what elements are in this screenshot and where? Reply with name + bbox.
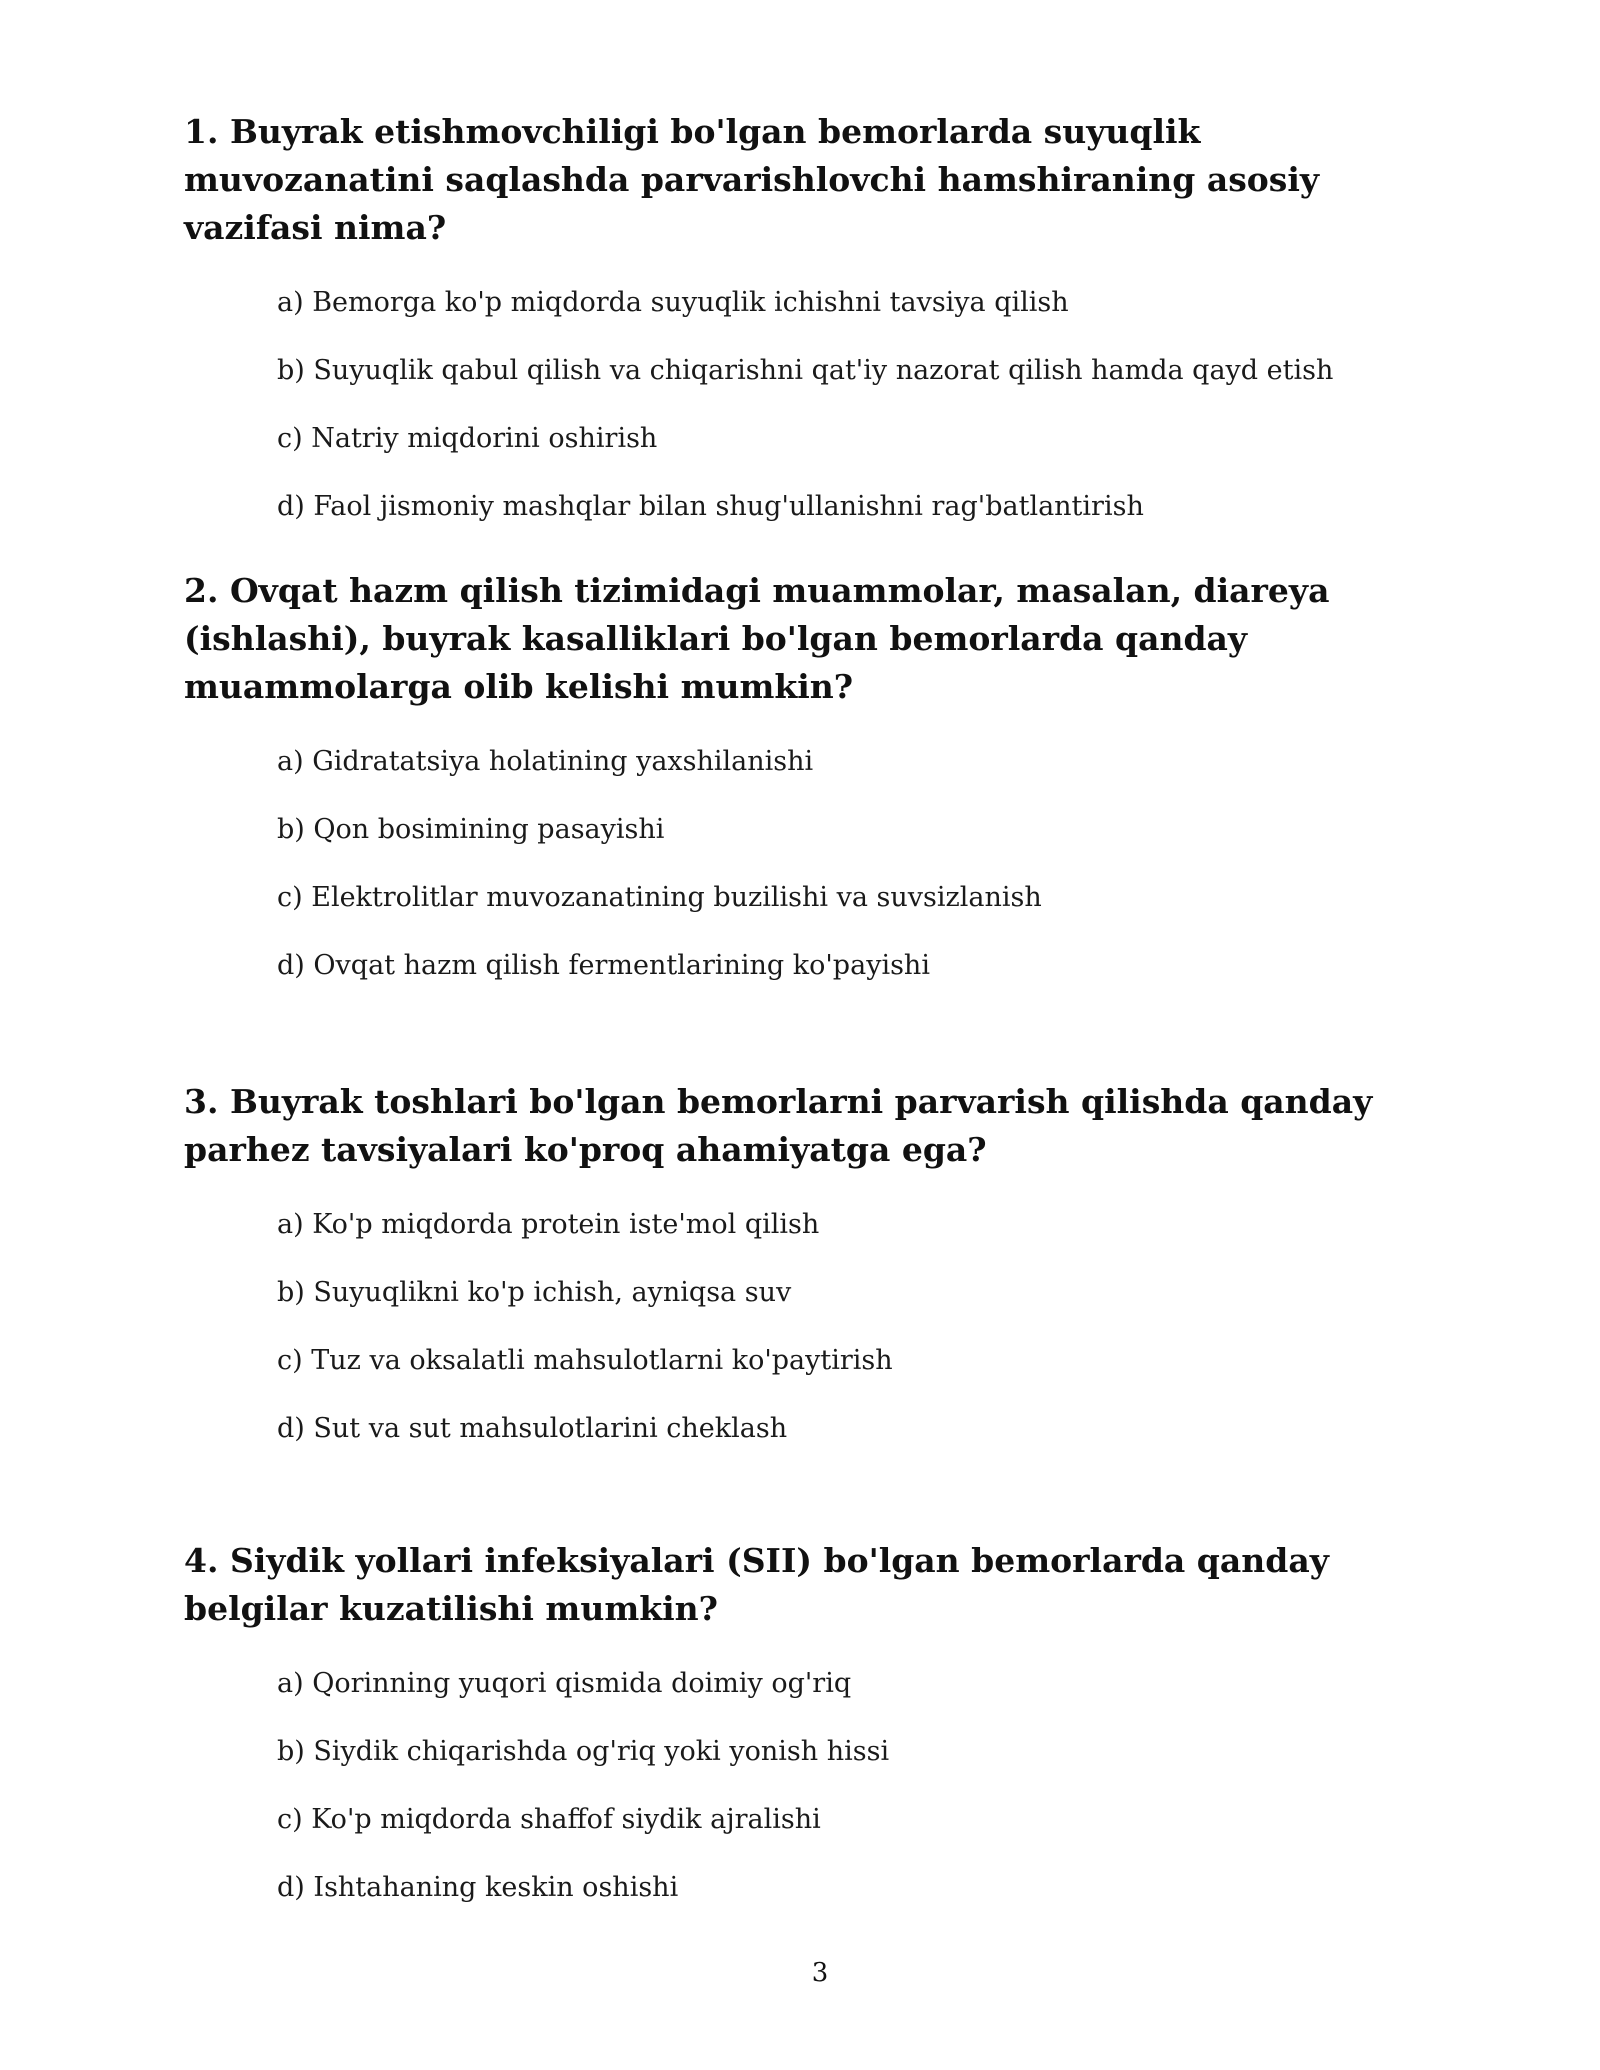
question-title: 4. Siydik yollari infeksiyalari (SII) bo'lgan bemorlarda qanday belgilar kuzatilishi mumkin? [184, 1541, 1329, 1628]
question-title: 1. Buyrak etishmovchiligi bo'lgan bemorlarda suyuqlik muvozanatini saqlashda parvarishlovchi hamshiraning asosiy vazifasi nima? [184, 112, 1320, 247]
page-number: 3 [811, 1958, 829, 1988]
answer-option-a: a) Gidratatsiya holatining yaxshilanishi [277, 746, 814, 777]
answer-option-c: c) Ko'p miqdorda shaffof siydik ajralishi [277, 1804, 821, 1835]
answer-option-b: b) Suyuqlikni ko'p ichish, ayniqsa suv [277, 1277, 792, 1308]
answer-option-b: b) Qon bosimining pasayishi [277, 814, 665, 845]
question-4 [184, 1537, 1434, 1922]
answer-option-a: a) Ko'p miqdorda protein iste'mol qilish [277, 1209, 820, 1240]
answer-option-c: c) Natriy miqdorini oshirish [277, 423, 658, 454]
answer-options [277, 1191, 1434, 1463]
answer-option-b: b) Suyuqlik qabul qilish va chiqarishni qat'iy nazorat qilish hamda qayd etish [277, 355, 1334, 386]
answer-option-d: d) Ishtahaning keskin oshishi [277, 1872, 679, 1903]
question-2 [184, 567, 1434, 1000]
question-title: 2. Ovqat hazm qilish tizimidagi muammolar, masalan, diareya (ishlashi), buyrak kasalliklari bo'lgan bemorlarda qanday muammolarga olib kelishi mumkin? [184, 571, 1330, 706]
answer-option-d: d) Sut va sut mahsulotlarini cheklash [277, 1413, 788, 1444]
answer-option-c: c) Elektrolitlar muvozanatining buzilishi va suvsizlanish [277, 882, 1042, 913]
answer-option-c: c) Tuz va oksalatli mahsulotlarni ko'paytirish [277, 1345, 893, 1376]
answer-options [277, 269, 1434, 541]
question-title: 3. Buyrak toshlari bo'lgan bemorlarni parvarish qilishda qanday parhez tavsiyalari ko'proq ahamiyatga ega? [184, 1082, 1373, 1169]
answer-option-a: a) Qorinning yuqori qismida doimiy og'riq [277, 1668, 852, 1699]
answer-option-d: d) Faol jismoniy mashqlar bilan shug'ullanishni rag'batlantirish [277, 491, 1144, 522]
question-3 [184, 1078, 1434, 1463]
answer-options [277, 1650, 1434, 1922]
answer-option-b: b) Siydik chiqarishda og'riq yoki yonish hissi [277, 1736, 890, 1767]
answer-option-a: a) Bemorga ko'p miqdorda suyuqlik ichishni tavsiya qilish [277, 287, 1069, 318]
question-1 [184, 108, 1434, 541]
answer-option-d: d) Ovqat hazm qilish fermentlarining ko'payishi [277, 950, 930, 981]
answer-options [277, 728, 1434, 1000]
